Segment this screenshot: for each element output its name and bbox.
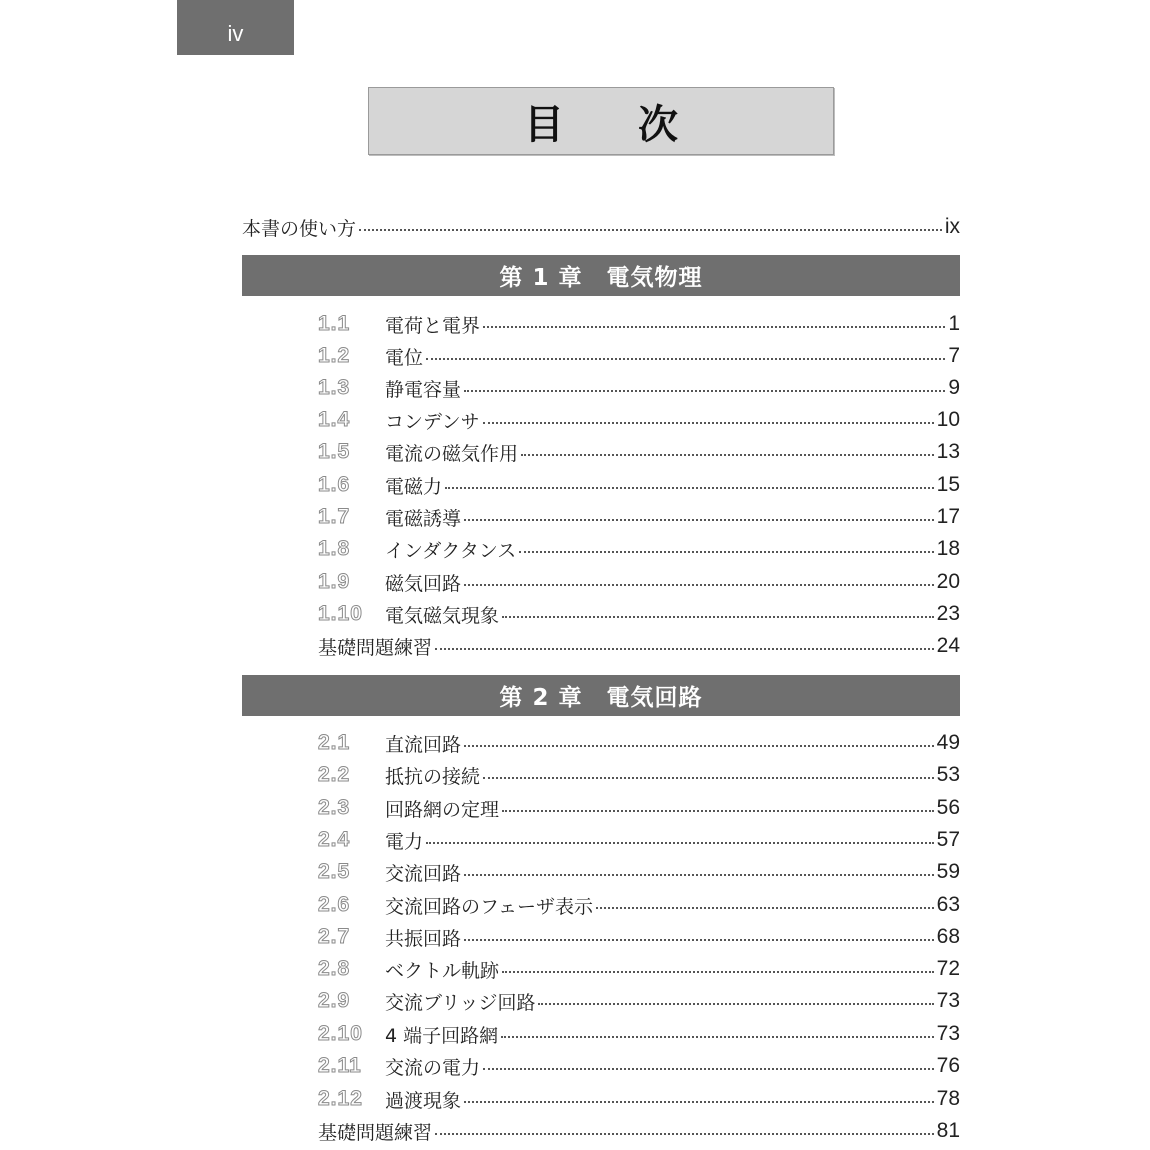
dot-leader [502, 616, 934, 618]
section-label: 電荷と電界 [385, 314, 481, 337]
toc-entry-section[interactable] [318, 924, 960, 950]
entry-label: 本書の使い方 [242, 217, 357, 240]
section-number: 1.1 [318, 312, 351, 335]
section-page: 53 [936, 763, 960, 786]
section-number: 2.2 [318, 763, 351, 786]
dot-leader [483, 777, 934, 779]
dot-leader [483, 1068, 934, 1070]
section-label: コンデンサ [385, 410, 480, 433]
dot-leader [426, 358, 945, 360]
section-number: 1.5 [318, 440, 351, 463]
dot-leader [483, 422, 934, 424]
section-number: 1.9 [318, 570, 351, 593]
section-page: 7 [948, 344, 960, 367]
section-label: 抵抗の接続 [385, 765, 481, 788]
section-page: 13 [936, 440, 960, 463]
section-page: 73 [936, 989, 960, 1012]
section-number: 2.7 [318, 925, 351, 948]
section-page: 49 [936, 731, 960, 754]
chapter-number: 第 1 章 [499, 265, 583, 291]
section-number: 2.3 [318, 796, 351, 819]
section-label: ベクトル軌跡 [385, 959, 500, 982]
section-page: 20 [936, 570, 960, 593]
dot-leader [464, 584, 934, 586]
dot-leader [502, 810, 934, 812]
section-label: 静電容量 [385, 378, 462, 401]
toc-entry-practice[interactable] [318, 1118, 960, 1144]
section-number: 2.12 [318, 1087, 363, 1110]
toc-entry-section[interactable] [318, 762, 960, 788]
section-page: 15 [936, 473, 960, 496]
dot-leader [435, 648, 934, 650]
section-page: 56 [936, 796, 960, 819]
section-page: 23 [936, 602, 960, 625]
section-number: 2.8 [318, 957, 351, 980]
section-label: 共振回路 [385, 927, 462, 950]
section-number: 1.10 [318, 602, 363, 625]
section-page: 68 [936, 925, 960, 948]
toc-entry-section[interactable] [318, 375, 960, 401]
toc-entry-section[interactable] [318, 504, 960, 530]
toc-entry-section[interactable] [318, 472, 960, 498]
section-page: 18 [936, 537, 960, 560]
dot-leader [464, 874, 934, 876]
section-number: 1.7 [318, 505, 351, 528]
toc-entry-section[interactable] [318, 439, 960, 465]
section-number: 2.6 [318, 893, 351, 916]
section-label: 電位 [385, 346, 424, 369]
chapter-2-heading[interactable] [242, 675, 960, 716]
page-number-tab [177, 0, 294, 55]
dot-leader [519, 551, 933, 553]
dot-leader [502, 971, 934, 973]
section-page: 9 [948, 376, 960, 399]
practice-page: 24 [936, 634, 960, 657]
section-label: 交流回路のフェーザ表示 [385, 895, 594, 918]
section-number: 2.9 [318, 989, 351, 1012]
section-page: 76 [936, 1054, 960, 1077]
toc-entry-section[interactable] [318, 311, 960, 337]
toc-entry-section[interactable] [318, 601, 960, 627]
section-number: 2.5 [318, 860, 351, 883]
section-label: 過渡現象 [385, 1089, 462, 1112]
section-label: 交流回路 [385, 862, 462, 885]
section-number: 1.8 [318, 537, 351, 560]
dot-leader [359, 229, 942, 231]
toc-entry-section[interactable] [318, 730, 960, 756]
section-label: 4 端子回路網 [385, 1024, 499, 1047]
practice-label: 基礎問題練習 [318, 1121, 433, 1144]
toc-entry-section[interactable] [318, 859, 960, 885]
section-page: 59 [936, 860, 960, 883]
section-number: 1.4 [318, 408, 351, 431]
dot-leader [445, 487, 934, 489]
section-number: 2.10 [318, 1022, 363, 1045]
toc-entry-section[interactable] [318, 795, 960, 821]
section-number: 2.11 [318, 1054, 362, 1077]
section-page: 10 [936, 408, 960, 431]
section-page: 72 [936, 957, 960, 980]
toc-entry-section[interactable] [318, 988, 960, 1014]
section-label: 電気磁気現象 [385, 604, 500, 627]
dot-leader [521, 454, 934, 456]
dot-leader [464, 745, 934, 747]
toc-entry-section[interactable] [318, 536, 960, 562]
toc-entry-intro[interactable] [242, 214, 960, 240]
toc-title: 目 次 [524, 101, 708, 148]
section-number: 2.4 [318, 828, 351, 851]
toc-entry-section[interactable] [318, 1021, 960, 1047]
dot-leader [538, 1003, 933, 1005]
page-number: iv [227, 21, 244, 46]
section-page: 57 [936, 828, 960, 851]
toc-entry-section[interactable] [318, 827, 960, 853]
section-label: 電流の磁気作用 [385, 442, 519, 465]
section-number: 2.1 [318, 731, 351, 754]
dot-leader [464, 939, 934, 941]
toc-entry-section[interactable] [318, 956, 960, 982]
toc-entry-section[interactable] [318, 892, 960, 918]
section-number: 1.2 [318, 344, 351, 367]
section-label: 回路網の定理 [385, 798, 500, 821]
toc-entry-section[interactable] [318, 1086, 960, 1112]
dot-leader [464, 1101, 934, 1103]
chapter-title: 電気物理 [606, 265, 703, 291]
section-page: 73 [936, 1022, 960, 1045]
section-number: 1.3 [318, 376, 351, 399]
dot-leader [426, 842, 934, 844]
dot-leader [464, 390, 945, 392]
dot-leader [596, 907, 934, 909]
section-label: 交流の電力 [385, 1056, 481, 1079]
section-label: 電力 [385, 830, 424, 853]
dot-leader [464, 519, 934, 521]
section-label: 交流ブリッジ回路 [385, 991, 536, 1014]
section-page: 63 [936, 893, 960, 916]
toc-entry-section[interactable] [318, 1053, 960, 1079]
section-page: 17 [936, 505, 960, 528]
chapter-title: 電気回路 [606, 685, 703, 711]
dot-leader [501, 1036, 934, 1038]
toc-entry-section[interactable] [318, 569, 960, 595]
dot-leader [435, 1133, 934, 1135]
section-label: 磁気回路 [385, 572, 462, 595]
dot-leader [483, 326, 945, 328]
chapter-number: 第 2 章 [499, 685, 583, 711]
section-label: 電磁力 [385, 475, 443, 498]
chapter-1-heading[interactable] [242, 255, 960, 296]
section-page: 1 [948, 312, 960, 335]
practice-label: 基礎問題練習 [318, 636, 433, 659]
practice-page: 81 [936, 1119, 960, 1142]
toc-title-box [368, 87, 834, 155]
section-page: 78 [936, 1087, 960, 1110]
section-label: インダクタンス [385, 539, 517, 562]
section-label: 直流回路 [385, 733, 462, 756]
toc-entry-section[interactable] [318, 407, 960, 433]
section-label: 電磁誘導 [385, 507, 462, 530]
toc-entry-section[interactable] [318, 343, 960, 369]
toc-entry-practice[interactable] [318, 633, 960, 659]
section-number: 1.6 [318, 473, 351, 496]
entry-page: ix [944, 215, 960, 238]
